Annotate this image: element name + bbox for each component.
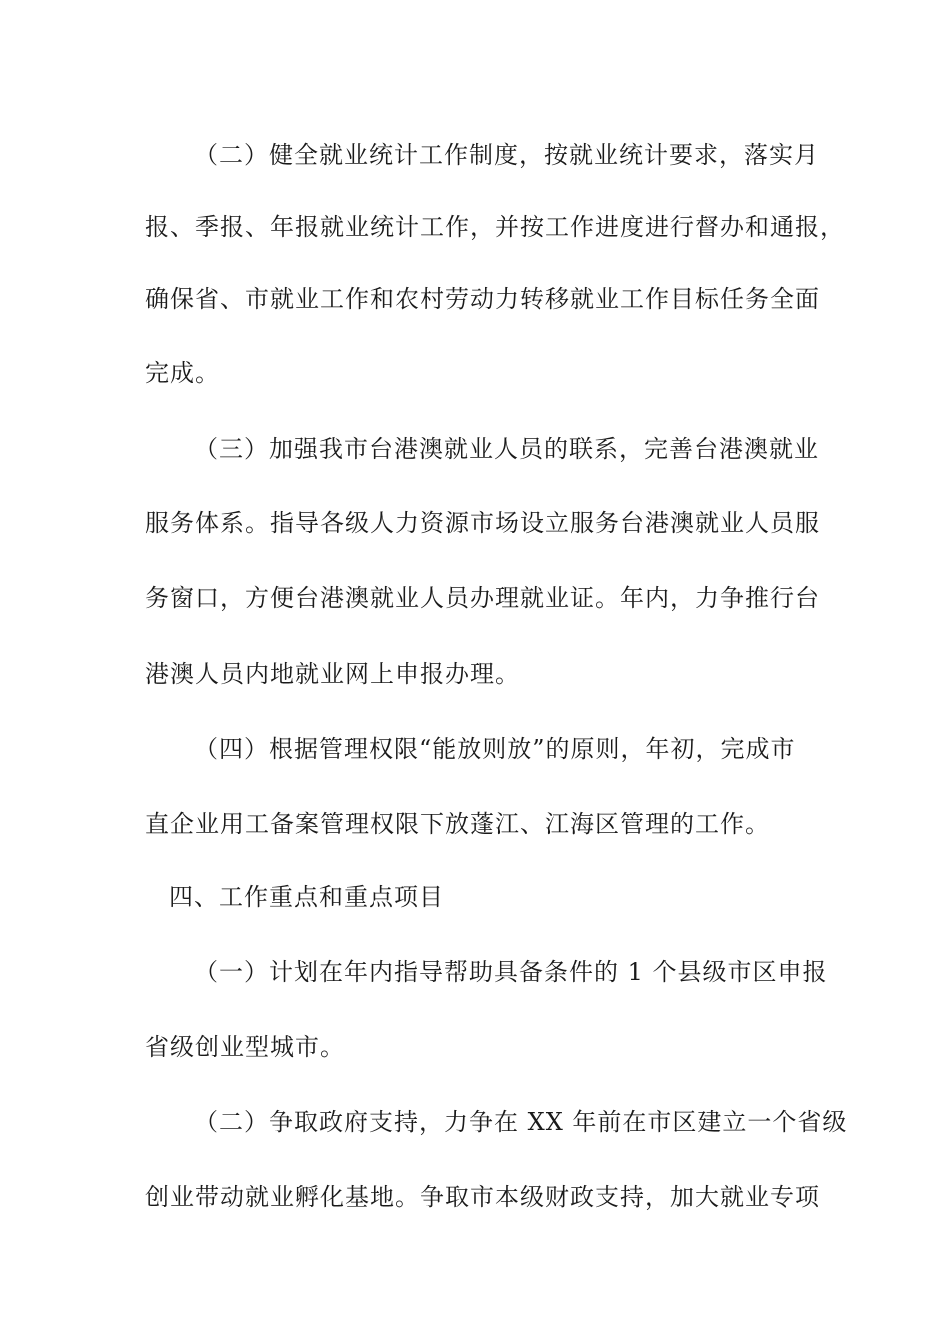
section-heading: 四、工作重点和重点项目: [169, 883, 444, 911]
paragraph-line: （一）计划在年内指导帮助具备条件的 1 个县级市区申报: [194, 958, 828, 986]
paragraph-line: 港澳人员内地就业网上申报办理。: [145, 660, 520, 688]
paragraph-line: （二）争取政府支持，力争在 XX 年前在市区建立一个省级: [194, 1108, 848, 1136]
paragraph-line: 务窗口，方便台港澳就业人员办理就业证。年内，力争推行台: [145, 584, 820, 612]
paragraph-line: 报、季报、年报就业统计工作，并按工作进度进行督办和通报，: [145, 213, 845, 241]
paragraph-line: 省级创业型城市。: [145, 1033, 345, 1061]
paragraph-line: 确保省、市就业工作和农村劳动力转移就业工作目标任务全面: [145, 285, 820, 313]
paragraph-line: （四）根据管理权限“能放则放”的原则，年初，完成市: [194, 735, 796, 763]
paragraph-line: 创业带动就业孵化基地。争取市本级财政支持，加大就业专项: [145, 1183, 820, 1211]
paragraph-line: 服务体系。指导各级人力资源市场设立服务台港澳就业人员服: [145, 509, 820, 537]
paragraph-line: （三）加强我市台港澳就业人员的联系，完善台港澳就业: [194, 435, 819, 463]
paragraph-line: （二）健全就业统计工作制度，按就业统计要求，落实月: [194, 141, 819, 169]
paragraph-line: 完成。: [145, 359, 220, 387]
paragraph-line: 直企业用工备案管理权限下放蓬江、江海区管理的工作。: [145, 810, 770, 838]
